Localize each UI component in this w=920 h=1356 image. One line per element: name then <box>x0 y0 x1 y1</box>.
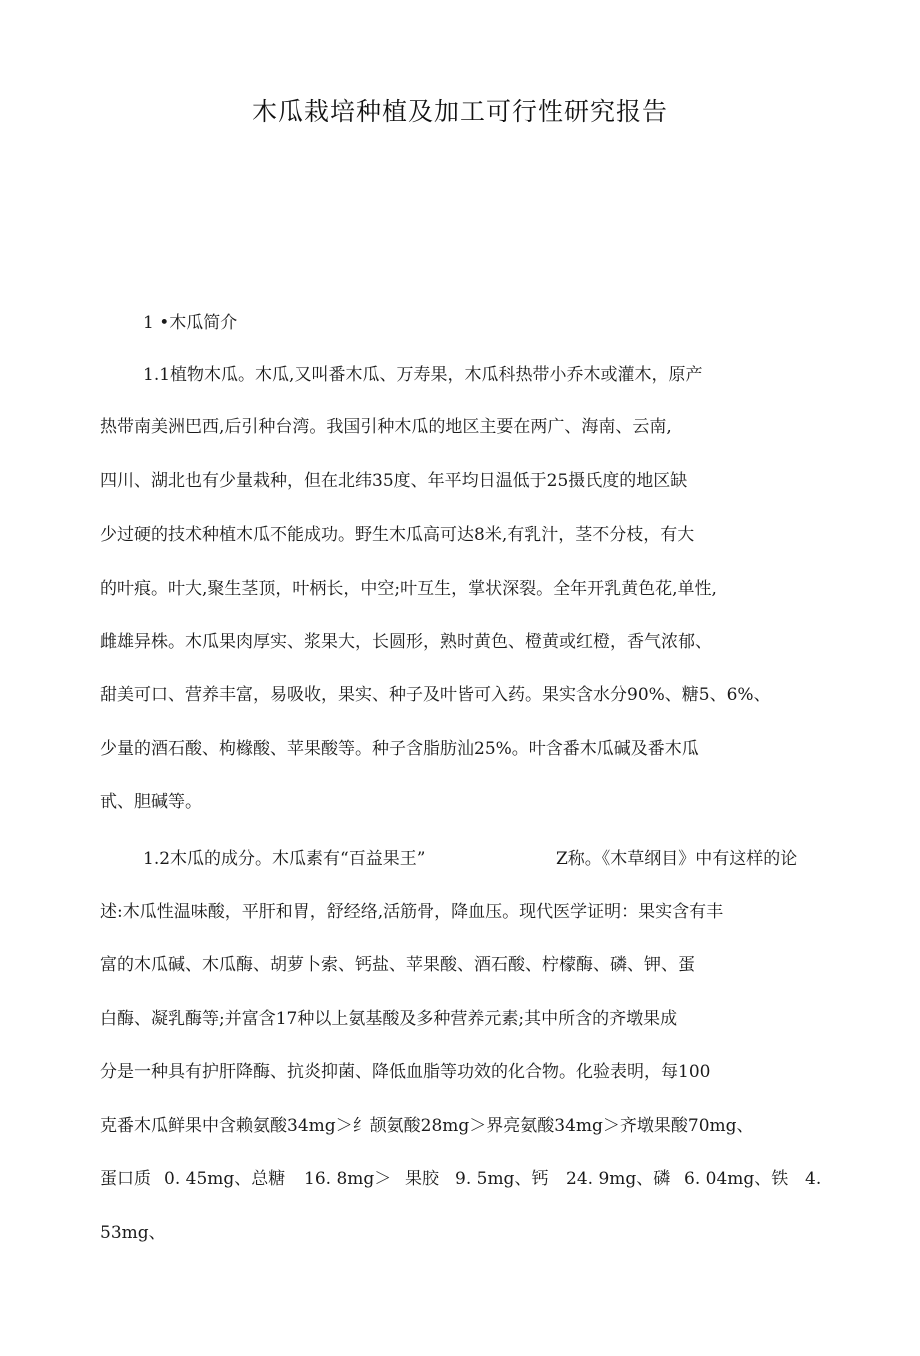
paragraph-line: 少过硬的技术种植木瓜不能成功。野生木瓜高可达8米,有乳汁，茎不分枝，有大 <box>100 525 695 545</box>
paragraph-line: 甜美可口、营养丰富，易吸收，果实、种子及叶皆可入药。果实含水分90%、糖5、6%、 <box>100 685 771 705</box>
paragraph-line: 1.1植物木瓜。木瓜,又叫番木瓜、万寿果，木瓜科热带小乔木或灌木，原产 <box>143 365 703 385</box>
spaced-text: 9. 5mg、钙 <box>455 1169 549 1189</box>
spaced-text: 果胶 <box>405 1169 439 1189</box>
paragraph-line: 述:木瓜性温味酸，平肝和胃，舒经络,活筋骨，降血压。现代医学证明：果实含有丰 <box>100 902 724 922</box>
spaced-text: 蛋口质 <box>100 1169 151 1189</box>
spaced-text: 6. 04mg、铁 <box>684 1169 789 1189</box>
paragraph-line: 少量的酒石酸、枸橼酸、苹果酸等。种子含脂肪汕25%。叶含番木瓜碱及番木瓜 <box>100 739 699 759</box>
paragraph-line: 白酶、凝乳酶等;并富含17种以上氨基酸及多种营养元素;其中所含的齐墩果成 <box>100 1009 678 1029</box>
paragraph-line: 53mg、 <box>100 1223 166 1243</box>
paragraph-line: 1.2木瓜的成分。木瓜素有“百益果王” <box>143 849 426 869</box>
paragraph-line: 雌雄异株。木瓜果肉厚实、浆果大，长圆形，熟时黄色、橙黄或红橙，香气浓郁、 <box>100 632 712 652</box>
section-heading: 1 •木瓜简介 <box>143 313 238 333</box>
spaced-text: 0. 45mg、总糖 <box>164 1169 286 1189</box>
paragraph-line: 甙、胆碱等。 <box>100 792 202 812</box>
paragraph-line: 富的木瓜碱、木瓜酶、胡萝卜索、钙盐、苹果酸、酒石酸、柠檬酶、磷、钾、蛋 <box>100 955 695 975</box>
paragraph-line: 分是一种具有护肝降酶、抗炎抑菌、降低血脂等功效的化合物。化验表明，每100 <box>100 1062 711 1082</box>
page-title: 木瓜栽培种植及加工可行性研究报告 <box>251 97 668 126</box>
paragraph-line-continuation: Z称。《木草纲目》中有这样的论 <box>556 849 798 869</box>
paragraph-line: 四川、湖北也有少量栽种，但在北纬35度、年平均日温低于25摄氏度的地区缺 <box>100 471 688 491</box>
spaced-text: 4. <box>805 1169 822 1189</box>
paragraph-line: 的叶痕。叶大,聚生茎顶，叶柄长，中空;叶互生，掌状深裂。全年开乳黄色花,单性, <box>100 579 717 599</box>
paragraph-line: 热带南美洲巴西,后引种台湾。我国引种木瓜的地区主要在两广、海南、云南, <box>100 417 672 437</box>
spaced-text: 16. 8mg＞ <box>304 1169 392 1189</box>
paragraph-line: 克番木瓜鲜果中含赖氨酸34mg＞纟颉氨酸28mg＞界亮氨酸34mg＞齐墩果酸70mg、 <box>100 1116 754 1136</box>
spaced-text: 24. 9mg、磷 <box>566 1169 671 1189</box>
